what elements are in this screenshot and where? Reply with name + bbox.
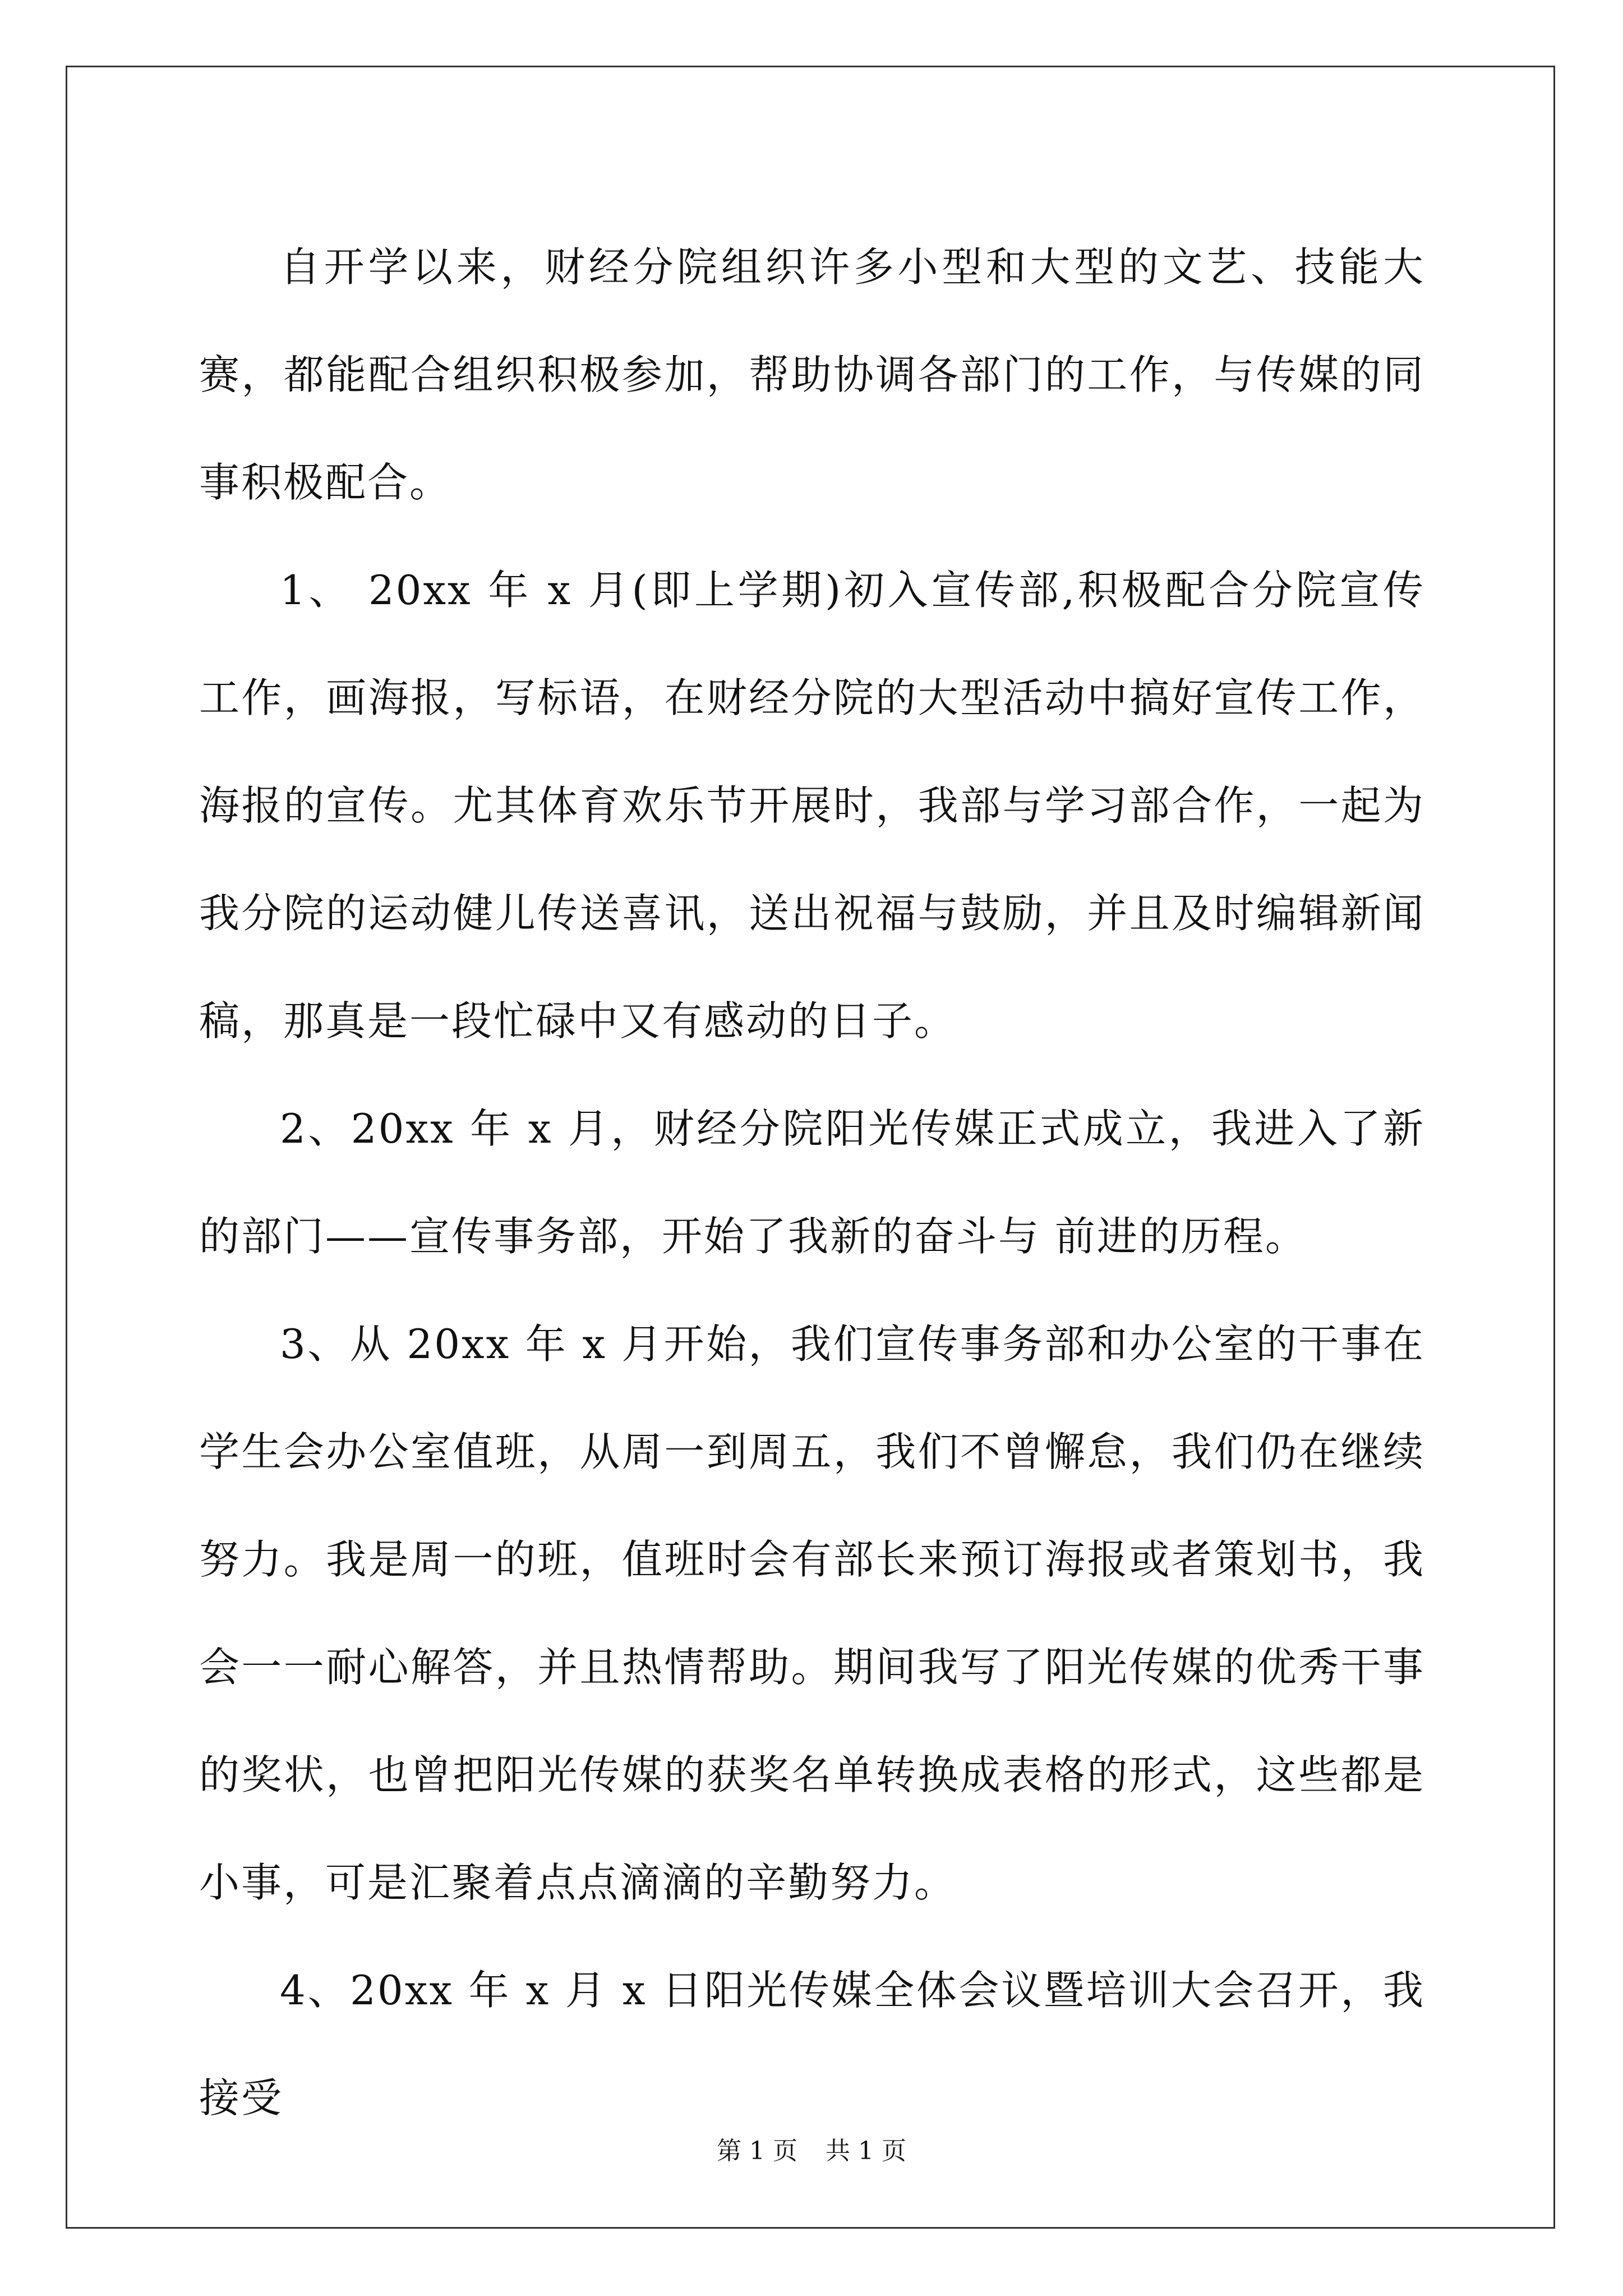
page-total: 共 1 页 bbox=[826, 2137, 906, 2165]
document-body bbox=[199, 213, 1425, 2152]
paragraph-2: 1、 20xx 年 x 月(即上学期)初入宣传部,积极配合分院宣传工作，画海报，写标语，在财经分院的大型活动中搞好宣传工作，海报的宣传。尤其体育欢乐节开展时，我部与学习部合作，一起为我分院的运动健儿传送喜讯，送出祝福与鼓励，并且及时编辑新闻稿，那真是一段忙碌中又有感动的日子。 bbox=[199, 567, 1425, 1045]
paragraph-1: 自开学以来，财经分院组织许多小型和大型的文艺、技能大赛，都能配合组织积极参加，帮助协调各部门的工作，与传媒的同事积极配合。 bbox=[199, 243, 1425, 506]
page-number: 第 1 页 bbox=[717, 2137, 797, 2165]
paragraph-4: 3、从 20xx 年 x 月开始，我们宣传事务部和办公室的干事在学生会办公室值班，从周一到周五，我们不曾懈怠，我们仍在继续努力。我是周一的班，值班时会有部长来预订海报或者策划书，我会一一耐心解答，并且热情帮助。期间我写了阳光传媒的优秀干事的奖状，也曾把阳光传媒的获奖名单转换成表格的形式，这些都是小事，可是汇聚着点点滴滴的辛勤努力。 bbox=[199, 1320, 1425, 1906]
paragraph-5: 4、20xx 年 x 月 x 日阳光传媒全体会议暨培训大会召开，我接受 bbox=[199, 1967, 1425, 2122]
page-footer bbox=[0, 2134, 1623, 2168]
paragraph-3: 2、20xx 年 x 月，财经分院阳光传媒正式成立，我进入了新的部门——宣传事务部，开始了我新的奋斗与 前进的历程。 bbox=[199, 1105, 1425, 1260]
